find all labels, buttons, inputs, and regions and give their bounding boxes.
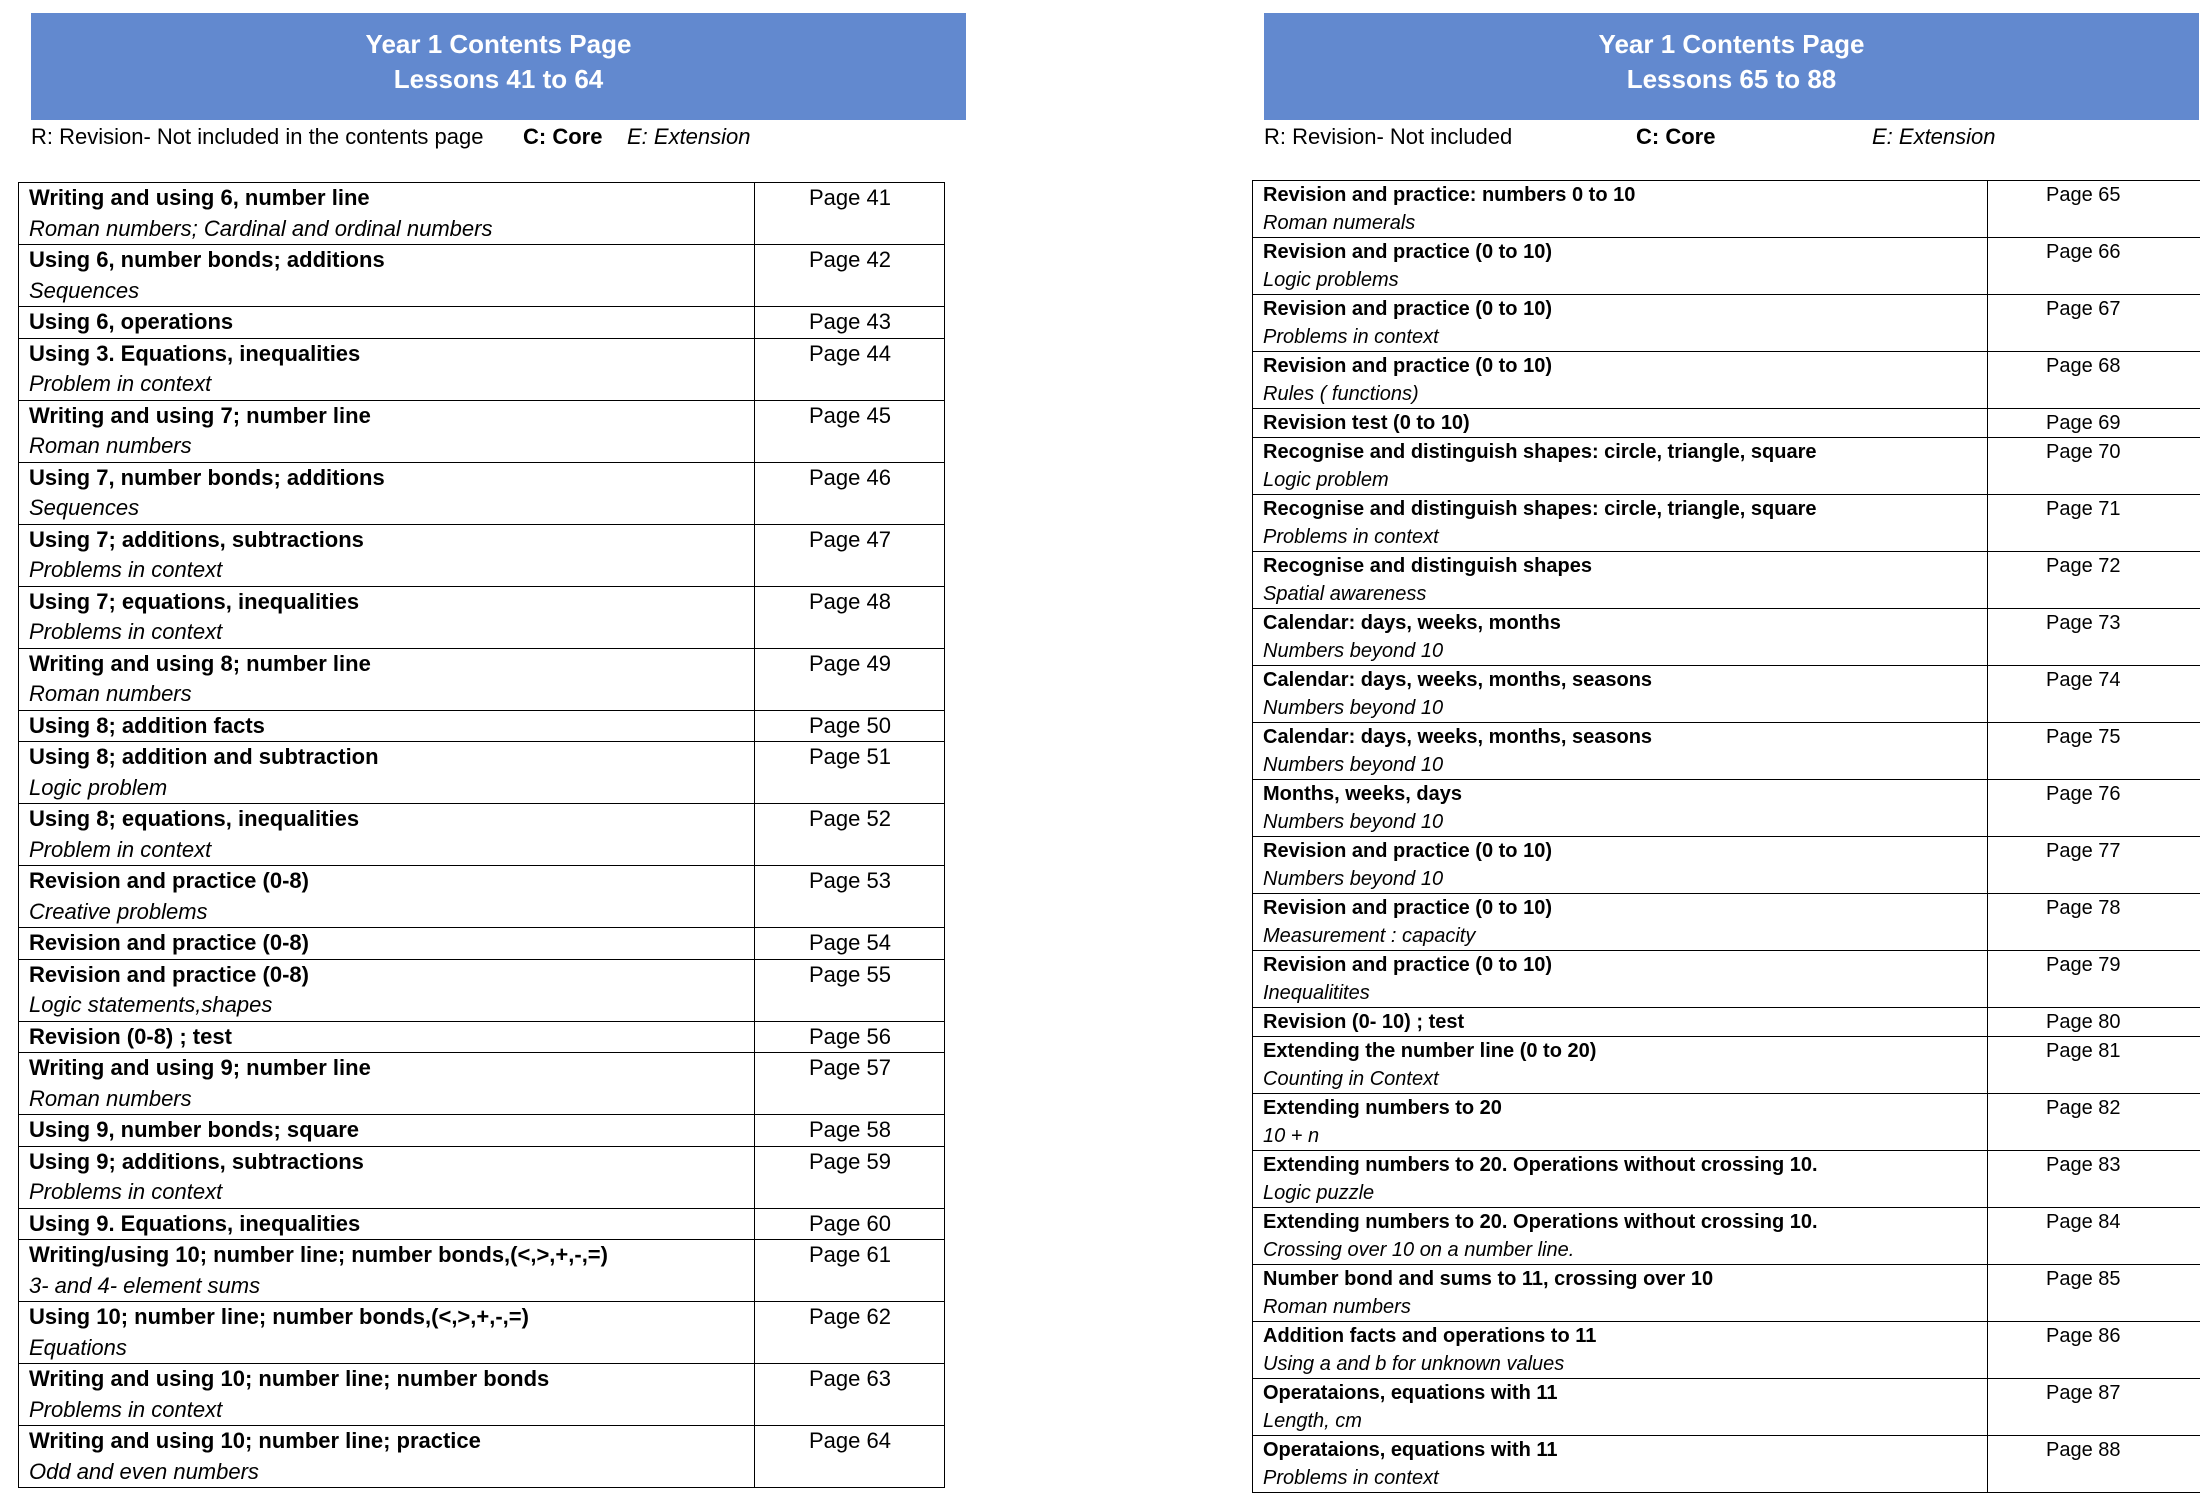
contents-row (1253, 1265, 2200, 1322)
page-number: Page 41 (755, 183, 945, 245)
left-legend-core: C: Core (523, 124, 602, 150)
lesson-title: Using 8; addition facts (29, 711, 754, 742)
contents-row (1253, 1436, 2200, 1493)
lesson-title: Using 7; equations, inequalities (29, 587, 754, 618)
lesson-title: Revision and practice (0-8) (29, 866, 754, 897)
page-number: Page 59 (755, 1146, 945, 1208)
lesson-title: Operataions, equations with 11 (1263, 1436, 1987, 1464)
page-number: Page 47 (755, 524, 945, 586)
page-number: Page 75 (1988, 723, 2200, 780)
left-header-title: Year 1 Contents Page (31, 27, 966, 62)
lesson-cell (1253, 495, 1988, 552)
page-number: Page 82 (1988, 1094, 2200, 1151)
page-number: Page 84 (1988, 1208, 2200, 1265)
lesson-title: Writing and using 10; number line; practice (29, 1426, 754, 1457)
lesson-cell (19, 307, 755, 339)
contents-row (19, 1146, 945, 1208)
lesson-title: Writing and using 7; number line (29, 401, 754, 432)
page-number: Page 81 (1988, 1037, 2200, 1094)
lesson-cell (1253, 951, 1988, 1008)
lesson-subtitle: Problems in context (29, 1395, 754, 1426)
lesson-subtitle: Roman numbers (1263, 1293, 1987, 1321)
lesson-title: Writing and using 10; number line; number bonds (29, 1364, 754, 1395)
lesson-cell (19, 338, 755, 400)
right-legend-revision: R: Revision- Not included (1264, 124, 1512, 150)
lesson-cell (1253, 1008, 1988, 1037)
lesson-cell (1253, 238, 1988, 295)
lesson-cell (19, 586, 755, 648)
page-number: Page 50 (755, 710, 945, 742)
lesson-title: Using 6, operations (29, 307, 754, 338)
contents-row (19, 1302, 945, 1364)
lesson-subtitle: Numbers beyond 10 (1263, 808, 1987, 836)
contents-row (19, 400, 945, 462)
page-number: Page 54 (755, 928, 945, 960)
lesson-title: Using 8; addition and subtraction (29, 742, 754, 773)
lesson-cell (19, 245, 755, 307)
lesson-subtitle: Logic problems (1263, 266, 1987, 294)
lesson-subtitle: Using a and b for unknown values (1263, 1350, 1987, 1378)
contents-row (19, 1115, 945, 1147)
lesson-cell (19, 928, 755, 960)
right-legend-extension: E: Extension (1872, 124, 1996, 150)
lesson-cell (1253, 352, 1988, 409)
page-number: Page 64 (755, 1426, 945, 1488)
lesson-cell (1253, 552, 1988, 609)
lesson-subtitle: Measurement : capacity (1263, 922, 1987, 950)
lesson-title: Writing and using 6, number line (29, 183, 754, 214)
lesson-title: Revision and practice (0-8) (29, 928, 754, 959)
lesson-cell (19, 1021, 755, 1053)
page-number: Page 58 (755, 1115, 945, 1147)
lesson-subtitle: Logic problem (1263, 466, 1987, 494)
lesson-subtitle: Problems in context (1263, 523, 1987, 551)
lesson-title: Revision (0- 10) ; test (1263, 1008, 1987, 1036)
page-number: Page 73 (1988, 609, 2200, 666)
right-header (1264, 13, 2199, 120)
lesson-subtitle: Problems in context (1263, 1464, 1987, 1492)
lesson-subtitle: Numbers beyond 10 (1263, 694, 1987, 722)
contents-row (1253, 409, 2200, 438)
contents-row (19, 1021, 945, 1053)
contents-row (1253, 181, 2200, 238)
page-number: Page 83 (1988, 1151, 2200, 1208)
lesson-subtitle: Roman numbers (29, 1084, 754, 1115)
contents-row (19, 524, 945, 586)
page-number: Page 44 (755, 338, 945, 400)
lesson-cell (1253, 438, 1988, 495)
left-legend-extension: E: Extension (627, 124, 751, 150)
lesson-cell (19, 1364, 755, 1426)
contents-row (19, 866, 945, 928)
contents-row (19, 928, 945, 960)
lesson-title: Extending numbers to 20. Operations without crossing 10. (1263, 1208, 1987, 1236)
contents-row (1253, 1037, 2200, 1094)
lesson-title: Recognise and distinguish shapes: circle, triangle, square (1263, 495, 1987, 523)
lesson-cell (1253, 1037, 1988, 1094)
lesson-cell (19, 1240, 755, 1302)
page-number: Page 78 (1988, 894, 2200, 951)
lesson-title: Months, weeks, days (1263, 780, 1987, 808)
right-legend-core: C: Core (1636, 124, 1715, 150)
lesson-title: Writing and using 8; number line (29, 649, 754, 680)
lesson-subtitle: Crossing over 10 on a number line. (1263, 1236, 1987, 1264)
contents-row (1253, 1379, 2200, 1436)
lesson-subtitle: Spatial awareness (1263, 580, 1987, 608)
lesson-cell (19, 183, 755, 245)
lesson-subtitle: Logic puzzle (1263, 1179, 1987, 1207)
right-header-lessons: Lessons 65 to 88 (1264, 62, 2199, 97)
contents-row (1253, 1208, 2200, 1265)
lesson-subtitle: Roman numbers; Cardinal and ordinal numbers (29, 214, 754, 245)
contents-row (1253, 238, 2200, 295)
lesson-title: Revision (0-8) ; test (29, 1022, 754, 1053)
lesson-title: Recognise and distinguish shapes: circle, triangle, square (1263, 438, 1987, 466)
contents-row (1253, 295, 2200, 352)
contents-row (19, 742, 945, 804)
lesson-title: Using 10; number line; number bonds,(<,>,+,-,=) (29, 1302, 754, 1333)
lesson-cell (19, 1146, 755, 1208)
lesson-title: Revision and practice (0 to 10) (1263, 894, 1987, 922)
contents-row (1253, 780, 2200, 837)
page-number: Page 57 (755, 1053, 945, 1115)
lesson-subtitle: Roman numbers (29, 679, 754, 710)
contents-row (1253, 951, 2200, 1008)
contents-row (19, 183, 945, 245)
lesson-subtitle: Numbers beyond 10 (1263, 865, 1987, 893)
page-number: Page 45 (755, 400, 945, 462)
page-number: Page 53 (755, 866, 945, 928)
contents-row (19, 1053, 945, 1115)
page-number: Page 79 (1988, 951, 2200, 1008)
left-header-lessons: Lessons 41 to 64 (31, 62, 966, 97)
lesson-subtitle: Problems in context (29, 555, 754, 586)
lesson-subtitle: 3- and 4- element sums (29, 1271, 754, 1302)
page-number: Page 55 (755, 959, 945, 1021)
lesson-cell (19, 1302, 755, 1364)
lesson-subtitle: Counting in Context (1263, 1065, 1987, 1093)
page-number: Page 60 (755, 1208, 945, 1240)
lesson-subtitle: Roman numerals (1263, 209, 1987, 237)
left-legend-revision: R: Revision- Not included in the contents page (31, 124, 483, 150)
contents-row (19, 1208, 945, 1240)
lesson-subtitle: Creative problems (29, 897, 754, 928)
lesson-subtitle: Rules ( functions) (1263, 380, 1987, 408)
page-number: Page 70 (1988, 438, 2200, 495)
lesson-cell (19, 710, 755, 742)
page-number: Page 63 (755, 1364, 945, 1426)
lesson-title: Revision and practice (0 to 10) (1263, 238, 1987, 266)
lesson-cell (19, 648, 755, 710)
lesson-title: Using 7, number bonds; additions (29, 463, 754, 494)
lesson-subtitle: Problems in context (1263, 323, 1987, 351)
contents-row (19, 245, 945, 307)
page-number: Page 52 (755, 804, 945, 866)
page-number: Page 71 (1988, 495, 2200, 552)
lesson-subtitle: Sequences (29, 276, 754, 307)
page-number: Page 67 (1988, 295, 2200, 352)
page-number: Page 77 (1988, 837, 2200, 894)
contents-row (1253, 666, 2200, 723)
left-header (31, 13, 966, 120)
lesson-title: Operataions, equations with 11 (1263, 1379, 1987, 1407)
lesson-title: Using 6, number bonds; additions (29, 245, 754, 276)
lesson-cell (1253, 181, 1988, 238)
lesson-cell (1253, 1151, 1988, 1208)
lesson-cell (19, 400, 755, 462)
page-number: Page 46 (755, 462, 945, 524)
lesson-title: Recognise and distinguish shapes (1263, 552, 1987, 580)
lesson-subtitle: Odd and even numbers (29, 1457, 754, 1488)
lesson-title: Extending the number line (0 to 20) (1263, 1037, 1987, 1065)
lesson-subtitle: Sequences (29, 493, 754, 524)
page-number: Page 74 (1988, 666, 2200, 723)
lesson-cell (19, 1208, 755, 1240)
page-number: Page 87 (1988, 1379, 2200, 1436)
lesson-subtitle: Problem in context (29, 835, 754, 866)
lesson-title: Revision and practice (0 to 10) (1263, 837, 1987, 865)
contents-row (19, 462, 945, 524)
lesson-subtitle: Numbers beyond 10 (1263, 637, 1987, 665)
lesson-subtitle: Logic problem (29, 773, 754, 804)
contents-row (19, 1426, 945, 1488)
lesson-cell (19, 1053, 755, 1115)
lesson-cell (1253, 1379, 1988, 1436)
lesson-title: Calendar: days, weeks, months (1263, 609, 1987, 637)
contents-row (1253, 352, 2200, 409)
lesson-subtitle: Logic statements,shapes (29, 990, 754, 1021)
lesson-cell (1253, 1436, 1988, 1493)
contents-row (19, 586, 945, 648)
page-number: Page 62 (755, 1302, 945, 1364)
lesson-cell (19, 804, 755, 866)
left-contents-table (18, 182, 945, 1488)
page-number: Page 48 (755, 586, 945, 648)
right-contents-table (1252, 180, 2200, 1493)
contents-row (19, 338, 945, 400)
lesson-subtitle: Problems in context (29, 1177, 754, 1208)
contents-row (1253, 1151, 2200, 1208)
page-number: Page 86 (1988, 1322, 2200, 1379)
page-number: Page 42 (755, 245, 945, 307)
page-number: Page 85 (1988, 1265, 2200, 1322)
lesson-subtitle: Problems in context (29, 617, 754, 648)
lesson-cell (19, 462, 755, 524)
lesson-title: Using 9; additions, subtractions (29, 1147, 754, 1178)
page-number: Page 49 (755, 648, 945, 710)
lesson-cell (1253, 1265, 1988, 1322)
lesson-cell (19, 524, 755, 586)
lesson-subtitle: Problem in context (29, 369, 754, 400)
lesson-cell (1253, 1322, 1988, 1379)
contents-row (19, 648, 945, 710)
lesson-cell (19, 866, 755, 928)
contents-row (1253, 438, 2200, 495)
contents-row (1253, 1322, 2200, 1379)
contents-row (19, 804, 945, 866)
page-number: Page 76 (1988, 780, 2200, 837)
lesson-title: Number bond and sums to 11, crossing over 10 (1263, 1265, 1987, 1293)
contents-row (19, 710, 945, 742)
lesson-cell (1253, 1208, 1988, 1265)
page-number: Page 80 (1988, 1008, 2200, 1037)
lesson-title: Using 7; additions, subtractions (29, 525, 754, 556)
contents-row (19, 1364, 945, 1426)
right-header-title: Year 1 Contents Page (1264, 27, 2199, 62)
lesson-title: Using 9. Equations, inequalities (29, 1209, 754, 1240)
lesson-title: Revision and practice (0 to 10) (1263, 951, 1987, 979)
lesson-title: Addition facts and operations to 11 (1263, 1322, 1987, 1350)
contents-row (1253, 609, 2200, 666)
contents-row (19, 307, 945, 339)
lesson-cell (1253, 894, 1988, 951)
page-number: Page 66 (1988, 238, 2200, 295)
page-number: Page 68 (1988, 352, 2200, 409)
lesson-title: Calendar: days, weeks, months, seasons (1263, 723, 1987, 751)
contents-row (1253, 723, 2200, 780)
contents-row (19, 959, 945, 1021)
lesson-cell (1253, 837, 1988, 894)
lesson-cell (1253, 409, 1988, 438)
lesson-cell (19, 1426, 755, 1488)
lesson-title: Writing/using 10; number line; number bonds,(<,>,+,-,=) (29, 1240, 754, 1271)
lesson-subtitle: Equations (29, 1333, 754, 1364)
lesson-cell (1253, 723, 1988, 780)
lesson-subtitle: Length, cm (1263, 1407, 1987, 1435)
lesson-title: Calendar: days, weeks, months, seasons (1263, 666, 1987, 694)
page-number: Page 72 (1988, 552, 2200, 609)
page-number: Page 56 (755, 1021, 945, 1053)
lesson-title: Extending numbers to 20. Operations without crossing 10. (1263, 1151, 1987, 1179)
page-number: Page 88 (1988, 1436, 2200, 1493)
page-number: Page 69 (1988, 409, 2200, 438)
contents-row (19, 1240, 945, 1302)
lesson-subtitle: Numbers beyond 10 (1263, 751, 1987, 779)
lesson-subtitle: 10 + n (1263, 1122, 1987, 1150)
lesson-title: Using 8; equations, inequalities (29, 804, 754, 835)
page-number: Page 65 (1988, 181, 2200, 238)
contents-row (1253, 1008, 2200, 1037)
lesson-cell (1253, 780, 1988, 837)
lesson-cell (19, 959, 755, 1021)
contents-row (1253, 894, 2200, 951)
lesson-title: Revision test (0 to 10) (1263, 409, 1987, 437)
lesson-title: Revision and practice (0 to 10) (1263, 295, 1987, 323)
lesson-title: Extending numbers to 20 (1263, 1094, 1987, 1122)
lesson-cell (1253, 666, 1988, 723)
lesson-title: Revision and practice: numbers 0 to 10 (1263, 181, 1987, 209)
lesson-title: Revision and practice (0 to 10) (1263, 352, 1987, 380)
lesson-title: Using 3. Equations, inequalities (29, 339, 754, 370)
lesson-subtitle: Roman numbers (29, 431, 754, 462)
lesson-title: Revision and practice (0-8) (29, 960, 754, 991)
lesson-title: Writing and using 9; number line (29, 1053, 754, 1084)
lesson-cell (19, 1115, 755, 1147)
lesson-cell (1253, 1094, 1988, 1151)
contents-row (1253, 837, 2200, 894)
page-number: Page 61 (755, 1240, 945, 1302)
lesson-cell (19, 742, 755, 804)
lesson-title: Using 9, number bonds; square (29, 1115, 754, 1146)
contents-row (1253, 495, 2200, 552)
page-number: Page 43 (755, 307, 945, 339)
lesson-cell (1253, 295, 1988, 352)
lesson-subtitle: Inequalitites (1263, 979, 1987, 1007)
lesson-cell (1253, 609, 1988, 666)
contents-row (1253, 1094, 2200, 1151)
page-number: Page 51 (755, 742, 945, 804)
contents-row (1253, 552, 2200, 609)
